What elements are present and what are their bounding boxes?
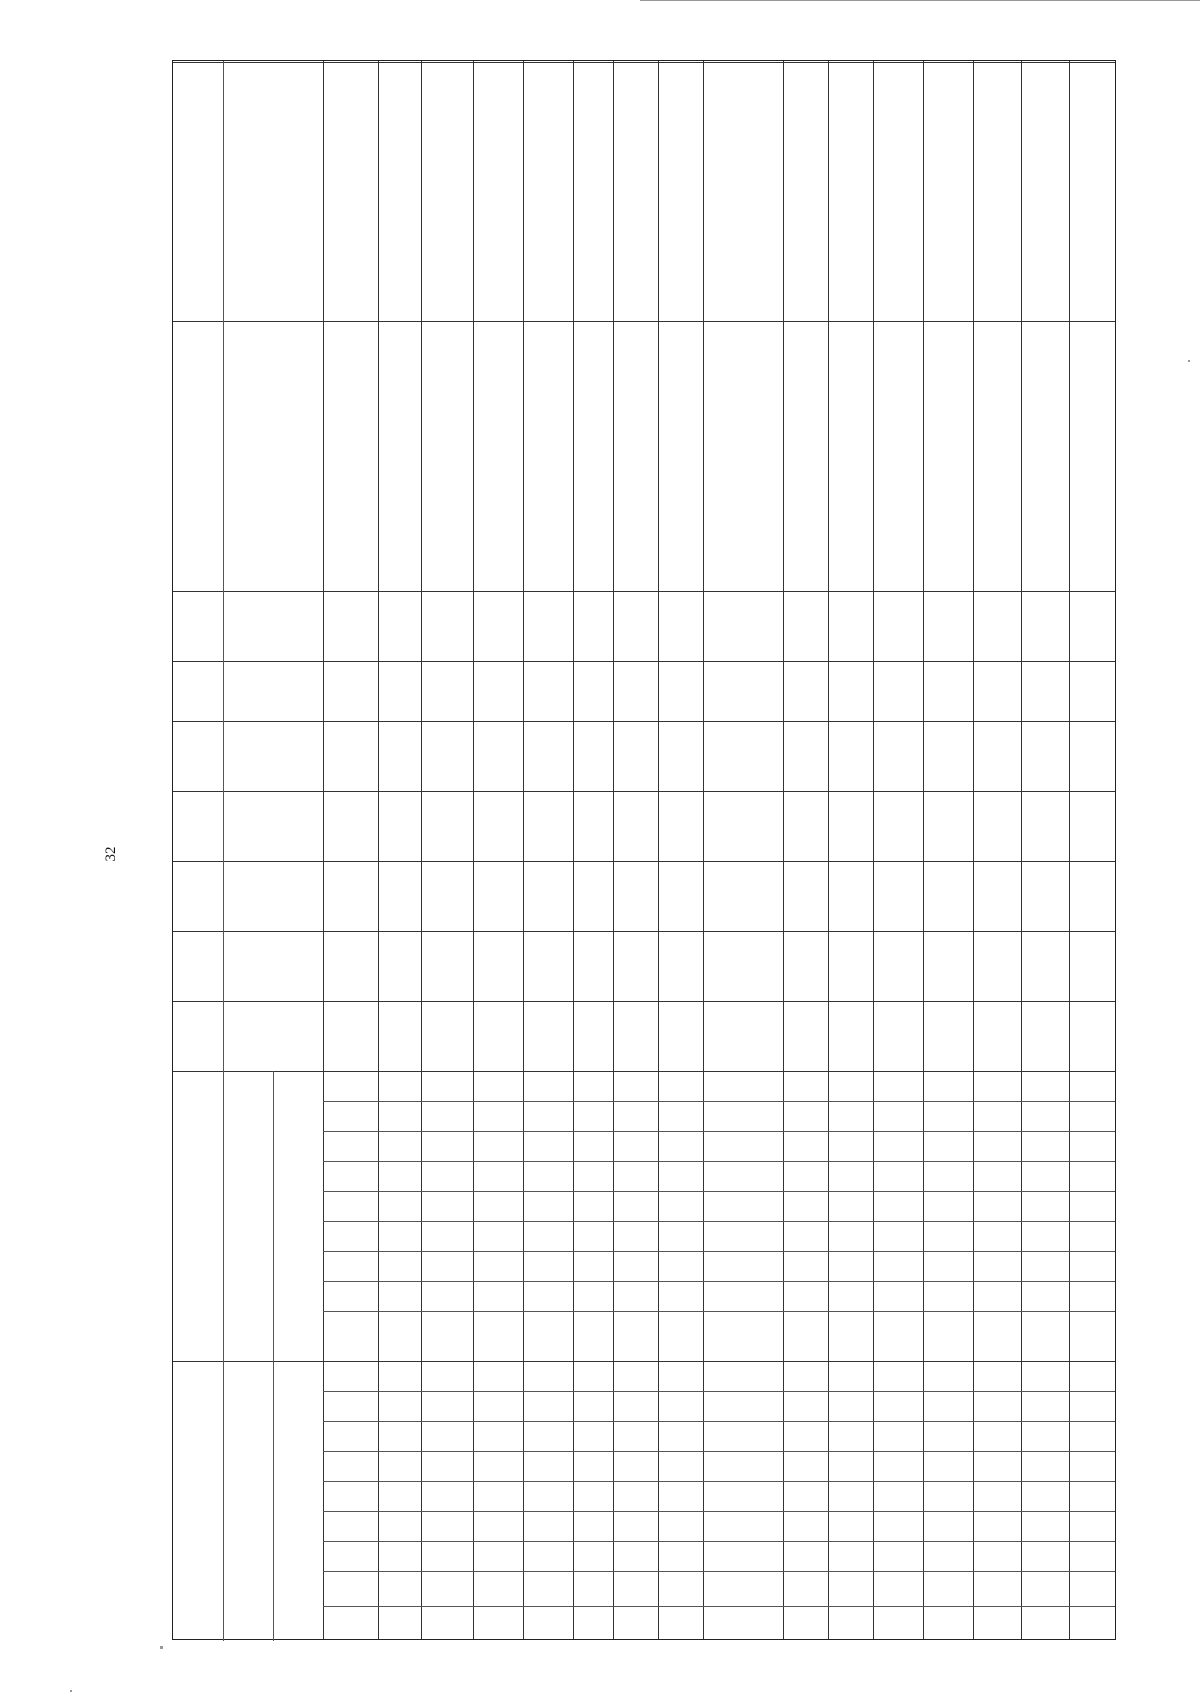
table-divider (473, 61, 474, 1639)
scan-artifact (70, 1690, 72, 1692)
table-divider (323, 1481, 1115, 1482)
table-divider (323, 1311, 1115, 1312)
table-divider (223, 61, 224, 1641)
table-divider (323, 61, 324, 1639)
table-divider (703, 61, 704, 1639)
table-divider (323, 1421, 1115, 1422)
table-divider (873, 61, 874, 1639)
table-divider (1021, 61, 1022, 1639)
table-divider (173, 791, 1115, 792)
table-divider (173, 1001, 1115, 1002)
table-divider (173, 1361, 1115, 1362)
table-divider (323, 1571, 1115, 1572)
table-divider (421, 61, 422, 1639)
table-divider (173, 931, 1115, 932)
scan-artifact (160, 1646, 163, 1649)
table-divider (378, 61, 379, 1639)
table-divider (573, 61, 574, 1639)
table-divider (523, 61, 524, 1639)
table-divider (323, 1391, 1115, 1392)
table-divider (323, 1511, 1115, 1512)
table-divider (323, 1541, 1115, 1542)
scan-artifact (1188, 360, 1190, 362)
table-divider (173, 661, 1115, 662)
table-divider (323, 1101, 1115, 1102)
table-divider (973, 61, 974, 1639)
table-divider (613, 61, 614, 1639)
table-divider (828, 61, 829, 1639)
table-divider (173, 321, 1115, 322)
table-divider (923, 61, 924, 1639)
table-divider (173, 591, 1115, 592)
table-divider (1069, 61, 1070, 1639)
table-divider (783, 61, 784, 1639)
table-divider (323, 1221, 1115, 1222)
table-divider (323, 1161, 1115, 1162)
table-divider (323, 1606, 1115, 1607)
table-divider (658, 61, 659, 1639)
table-divider (173, 721, 1115, 722)
table-divider (323, 1251, 1115, 1252)
table-divider (173, 1071, 1115, 1072)
page-number: 32 (103, 846, 119, 862)
table-divider (323, 1191, 1115, 1192)
table-divider (323, 1131, 1115, 1132)
program-indicators-table (172, 60, 1116, 1640)
table-divider (273, 1071, 274, 1641)
scan-artifact (640, 0, 1200, 1)
table-divider (323, 1281, 1115, 1282)
table-divider (173, 861, 1115, 862)
table-divider (323, 1451, 1115, 1452)
